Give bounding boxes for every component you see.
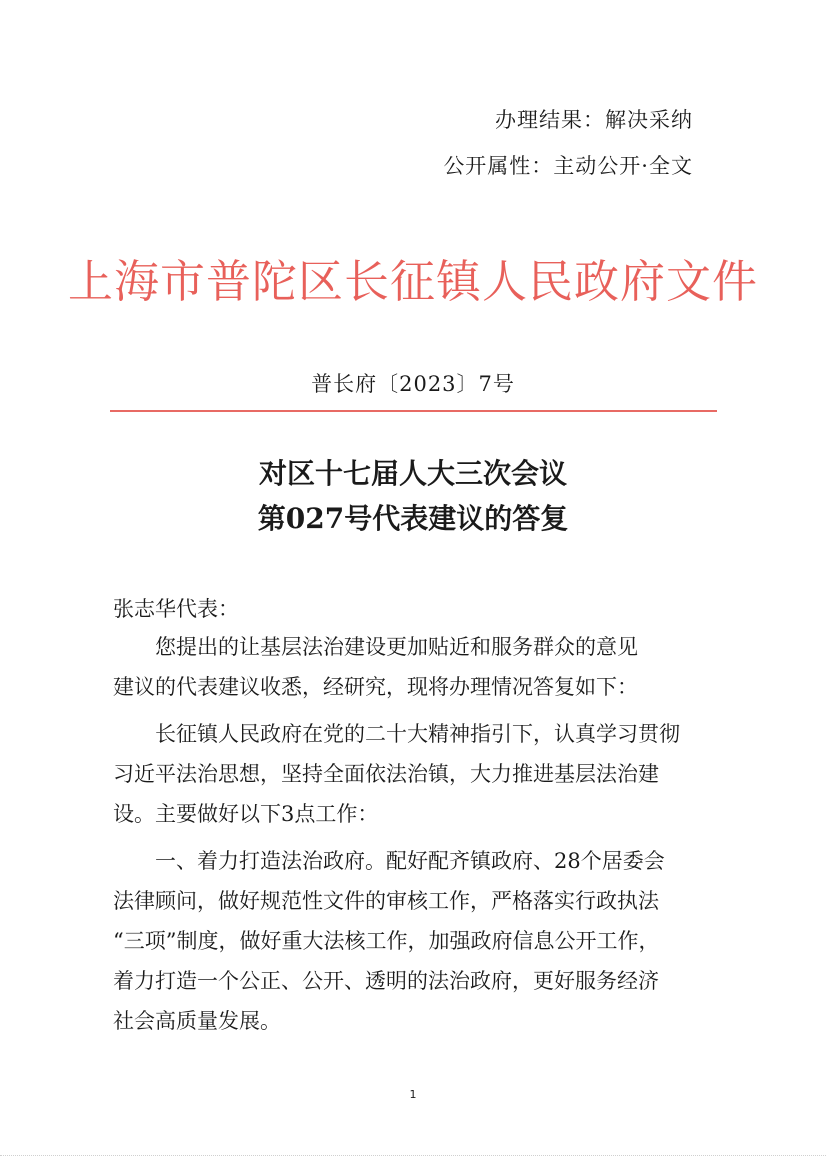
paragraph-line: 社会高质量发展。: [113, 1009, 281, 1033]
paragraph-line: 一、着力打造法治政府。配好配齐镇政府、28个居委会: [155, 849, 665, 873]
disclosure-attribute: 公开属性：主动公开·全文: [443, 154, 693, 178]
paragraph-line: 建议的代表建议收悉，经研究，现将办理情况答复如下：: [113, 675, 638, 699]
body-paragraph: [113, 714, 698, 834]
document-title-line-1: 对区十七届人大三次会议: [258, 457, 567, 490]
salutation: 张志华代表：: [113, 597, 239, 621]
paragraph-line: 法律顾问，做好规范性文件的审核工作，严格落实行政执法: [113, 889, 659, 913]
paragraph-line: 着力打造一个公正、公开、透明的法治政府，更好服务经济: [113, 969, 659, 993]
red-separator-line: [110, 410, 717, 412]
body-paragraph: [113, 627, 698, 707]
document-number: 普长府〔2023〕7号: [311, 372, 515, 396]
handling-result: 办理结果：解决采纳: [495, 108, 693, 132]
document-title-line-2: 第027号代表建议的答复: [257, 502, 569, 535]
scan-edge-line: [0, 1155, 826, 1156]
paragraph-line: 习近平法治思想，坚持全面依法治镇，大力推进基层法治建: [113, 762, 659, 786]
issuing-authority-header: 上海市普陀区长征镇人民政府文件: [67, 255, 758, 308]
paragraph-line: 您提出的让基层法治建设更加贴近和服务群众的意见: [155, 635, 638, 659]
paragraph-line: 设。主要做好以下3点工作：: [113, 802, 379, 826]
paragraph-line: 长征镇人民政府在党的二十大精神指引下，认真学习贯彻: [155, 722, 680, 746]
paragraph-line: “三项”制度，做好重大法核工作，加强政府信息公开工作，: [113, 929, 660, 953]
body-paragraph: [113, 841, 698, 1041]
page-number: 1: [409, 1088, 417, 1101]
